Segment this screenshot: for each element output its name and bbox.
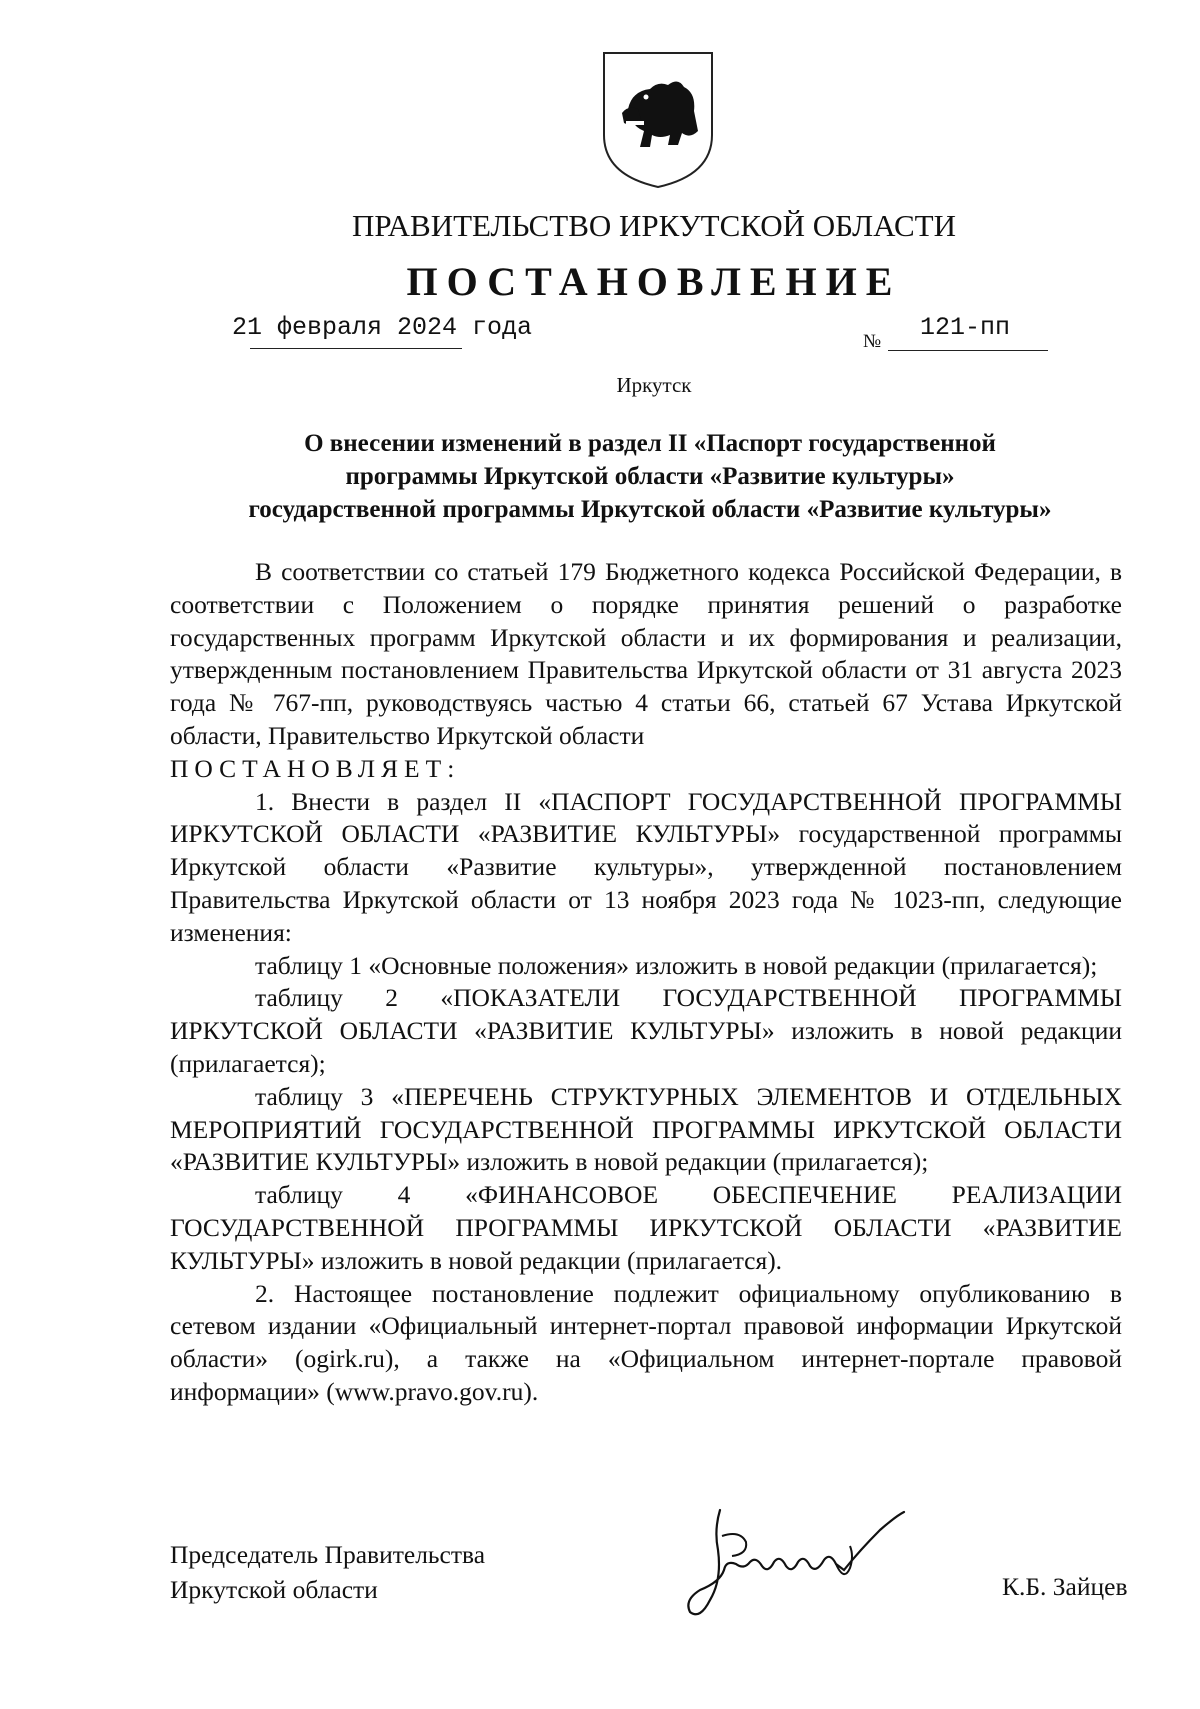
position-line: Председатель Правительства (170, 1540, 486, 1569)
signatory-name: К.Б. Зайцев (1002, 1572, 1128, 1601)
decree-heading (150, 427, 1150, 526)
table-4-paragraph: таблицу 4 «ФИНАНСОВОЕ ОБЕСПЕЧЕНИЕ РЕАЛИЗАЦИИ ГОСУДАРСТВЕННОЙ ПРОГРАММЫ ИРКУТСКОЙ ОБЛАСТИ «РАЗВИТИЕ КУЛЬТУРЫ» изложить в новой редакции (прилагается). (170, 1180, 1122, 1275)
table-1-paragraph: таблицу 1 «Основные положения» изложить в новой редакции (прилагается); (255, 950, 1098, 980)
resolves-word: ПОСТАНОВЛЯЕТ: (170, 753, 461, 783)
heading-line: государственной программы Иркутской области «Развитие культуры» (248, 496, 1052, 523)
government-name: ПРАВИТЕЛЬСТВО ИРКУТСКОЙ ОБЛАСТИ (351, 208, 956, 243)
preamble-paragraph: В соответствии со статьей 179 Бюджетного кодекса Российской Федерации, в соответствии с Положением о порядке принятия решений о разработке государственных программ Иркутской области и их формирования и реализации, утвержденным постановлением Правительства Иркутской области от 31 августа 2023 года № 767-пп, руководствуясь частью 4 статьи 66, статьей 67 Устава Иркутской области, Правительство Иркутской области (170, 557, 1122, 750)
decree-body (170, 556, 1122, 1409)
table-2-paragraph: таблицу 2 «ПОКАЗАТЕЛИ ГОСУДАРСТВЕННОЙ ПРОГРАММЫ ИРКУТСКОЙ ОБЛАСТИ «РАЗВИТИЕ КУЛЬТУРЫ» изложить в новой редакции (прилагается); (170, 983, 1122, 1078)
irkutsk-coat-of-arms-icon (598, 47, 718, 192)
signatory-position (170, 1537, 485, 1607)
decree-type-title: ПОСТАНОВЛЕНИЕ (406, 259, 902, 304)
item-1-paragraph: 1. Внести в раздел II «ПАСПОРТ ГОСУДАРСТВЕННОЙ ПРОГРАММЫ ИРКУТСКОЙ ОБЛАСТИ «РАЗВИТИЕ КУЛЬТУРЫ» государственной программы Иркутской области «Развитие культуры», утвержденной постановлением Правительства Иркутской области от 13 ноября 2023 года № 1023-пп, следующие изменения: (170, 786, 1122, 947)
number-underline (888, 350, 1048, 351)
date-underline (250, 348, 462, 349)
number-sign: № (863, 331, 882, 352)
position-line: Иркутской области (170, 1575, 378, 1604)
handwritten-signature-icon (660, 1490, 940, 1630)
heading-line: О внесении изменений в раздел II «Паспорт государственной (304, 430, 996, 457)
decree-date: 21 февраля 2024 года (232, 313, 533, 342)
table-3-paragraph: таблицу 3 «ПЕРЕЧЕНЬ СТРУКТУРНЫХ ЭЛЕМЕНТОВ И ОТДЕЛЬНЫХ МЕРОПРИЯТИЙ ГОСУДАРСТВЕННОЙ ПРОГРАММЫ ИРКУТСКОЙ ОБЛАСТИ «РАЗВИТИЕ КУЛЬТУРЫ» изложить в новой редакции (прилагается); (170, 1081, 1122, 1177)
heading-line: программы Иркутской области «Развитие культуры» (345, 463, 955, 490)
decree-number: 121-пп (920, 313, 1011, 342)
city-name: Иркутск (616, 373, 692, 397)
item-2-paragraph: 2. Настоящее постановление подлежит официальному опубликованию в сетевом издании «Официальный интернет-портал правовой информации Иркутской области» (ogirk.ru), а также на «Официальном интернет-портале правовой информации» (www.pravo.gov.ru). (170, 1278, 1122, 1406)
